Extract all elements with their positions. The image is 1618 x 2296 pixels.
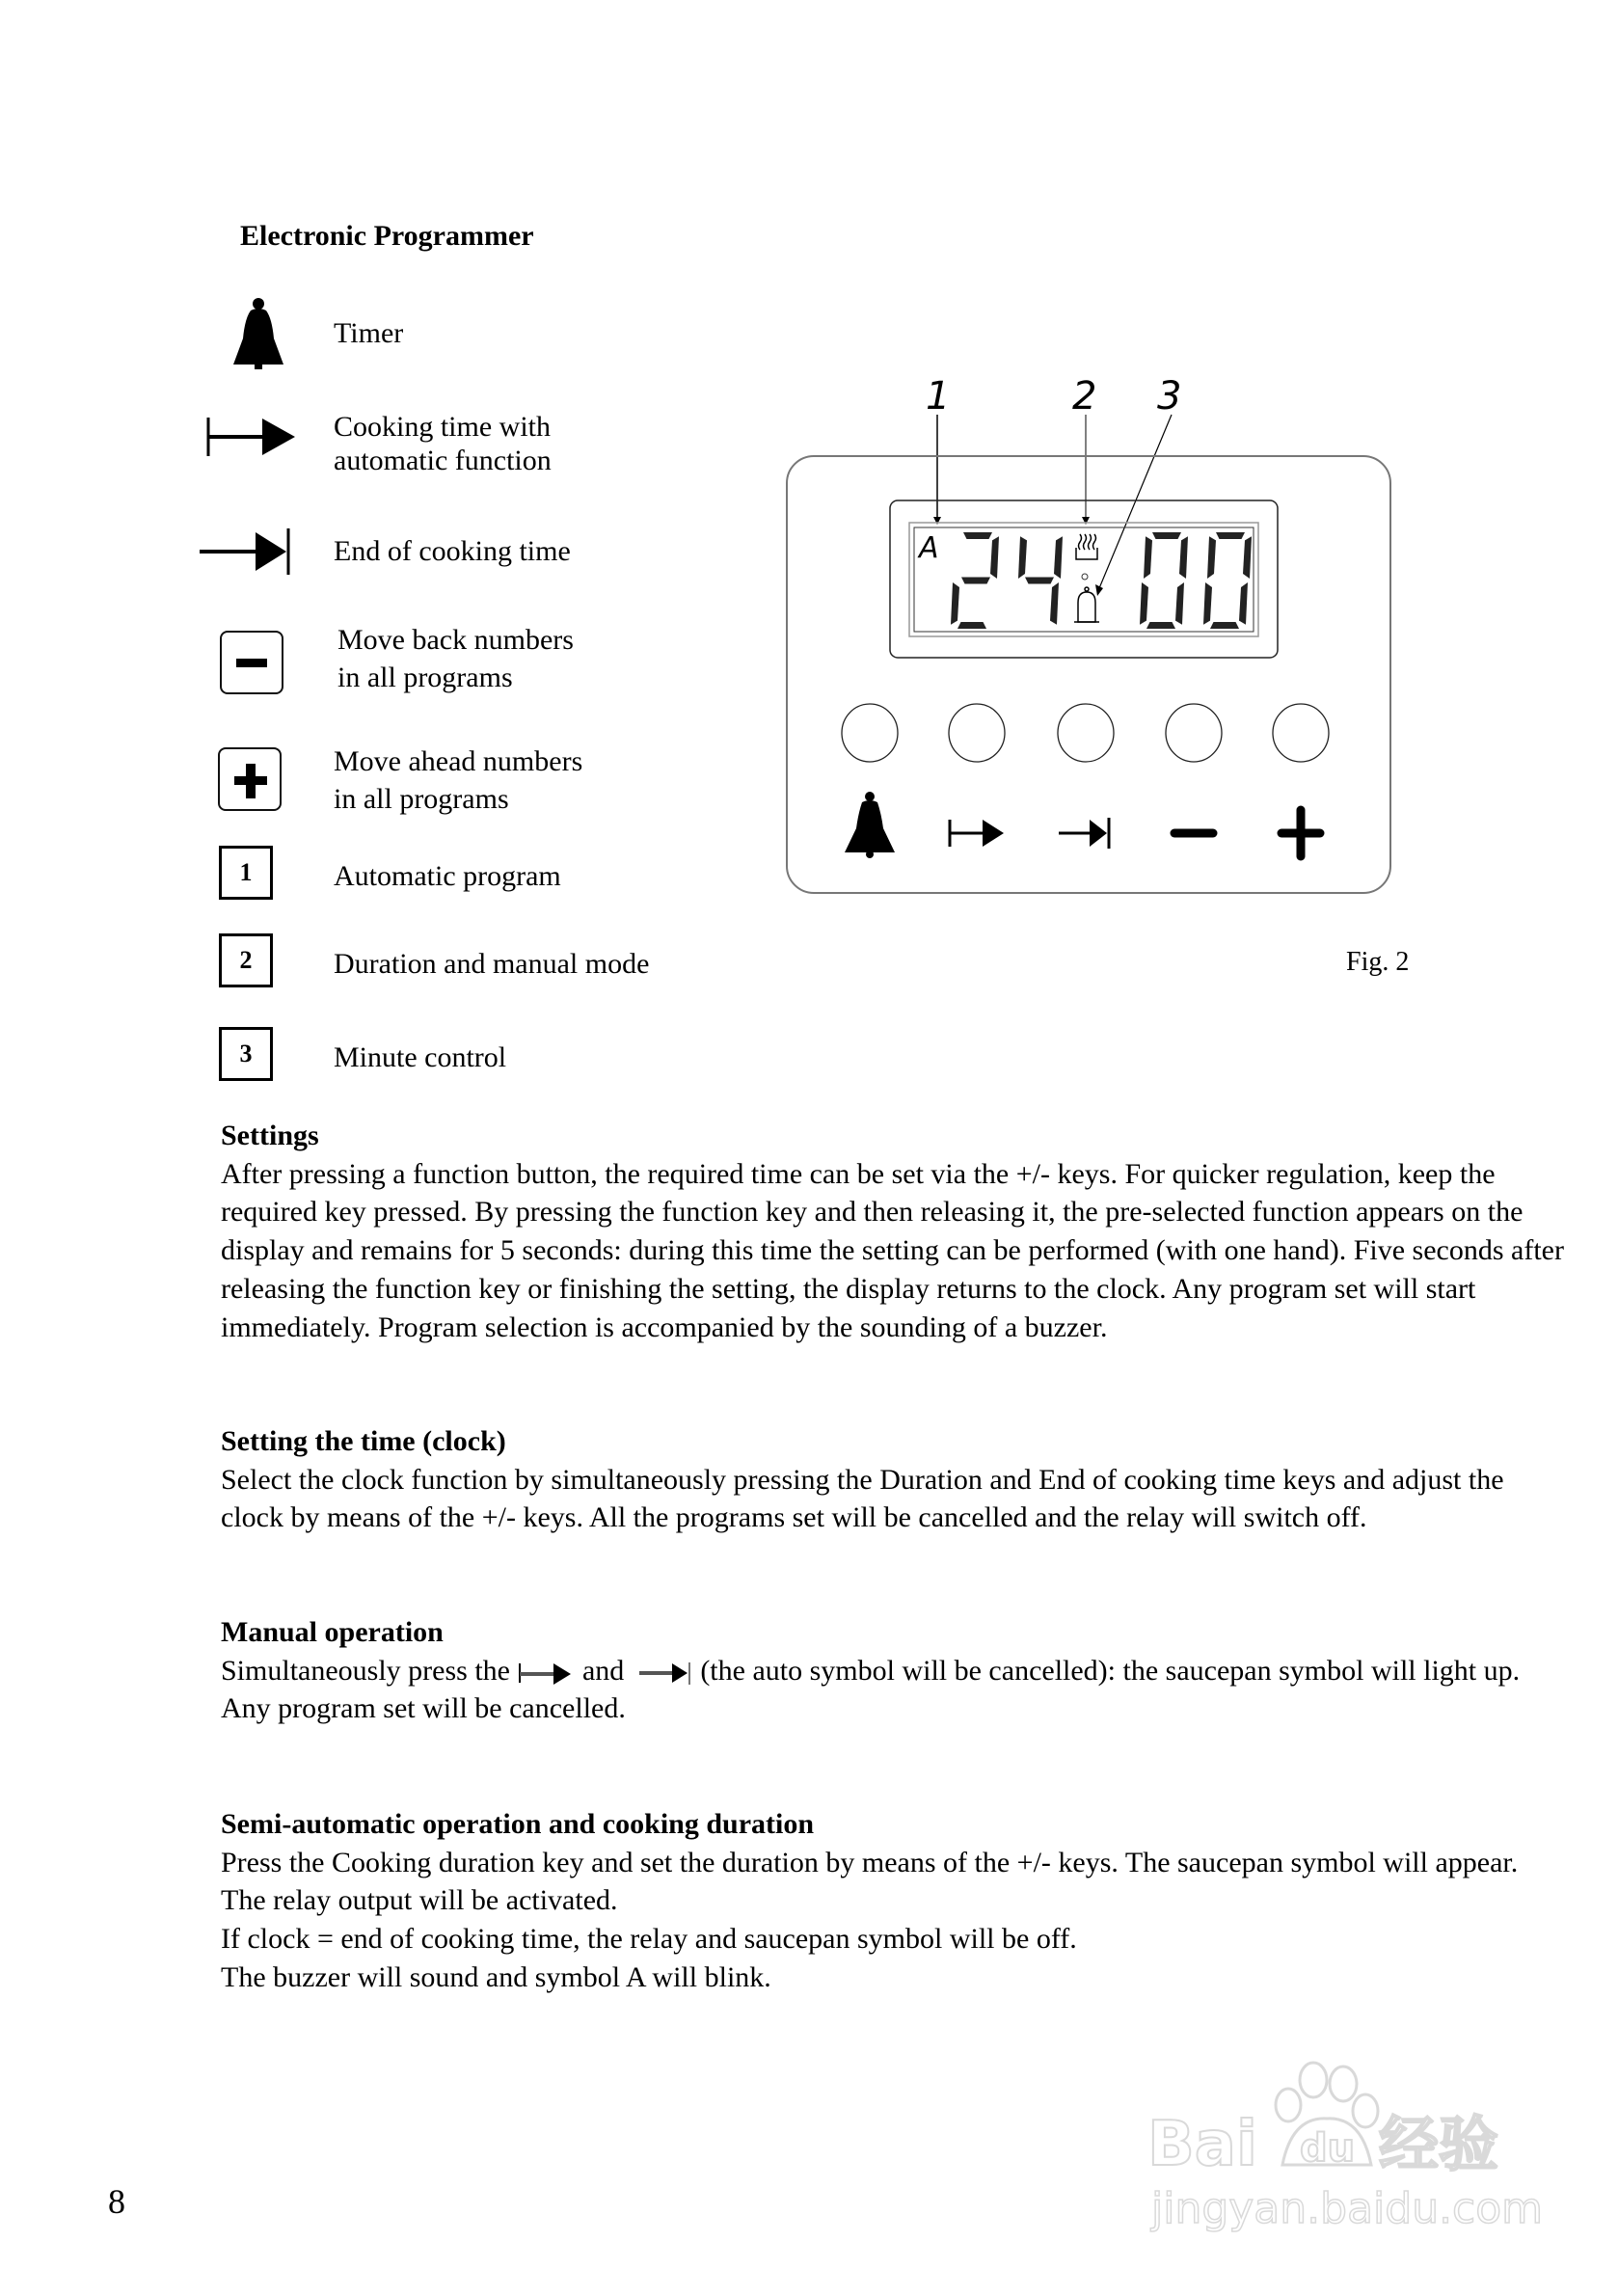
- leader-line-3: [1099, 415, 1172, 588]
- bell-icon: [845, 792, 895, 858]
- lcd-digit-3: [1203, 532, 1252, 629]
- lcd-colon-dot: [1082, 574, 1088, 580]
- legend-label-cooking-time-1: Cooking time with: [334, 411, 551, 443]
- section-title: Settings: [221, 1120, 319, 1151]
- end-cooking-arrow-icon: [632, 1660, 693, 1687]
- number-box-2: 2: [219, 933, 273, 987]
- panel-buttons: [842, 704, 1329, 858]
- end-cooking-arrow-icon: [198, 527, 294, 577]
- legend-label-minus-1: Move back numbers: [337, 624, 574, 656]
- callout-3: 3: [1157, 374, 1182, 419]
- manual-text-a: Simultaneously press the: [221, 1654, 510, 1687]
- minus-key-icon: [220, 631, 283, 694]
- section-paragraph: The buzzer will sound and symbol A will blink.: [221, 1960, 771, 1993]
- lcd-segment: [990, 536, 999, 579]
- section-title: Setting the time (clock): [221, 1425, 506, 1457]
- lcd-segment: [1018, 536, 1027, 579]
- section-semi-automatic: [221, 1805, 1571, 1997]
- legend-label-plus-1: Move ahead numbers: [334, 745, 583, 777]
- lcd-segment: [1216, 532, 1245, 539]
- legend-label-minute-control: Minute control: [334, 1041, 507, 1073]
- legend-label-cooking-time-2: automatic function: [334, 445, 552, 476]
- manual-text-c: (the auto symbol will be cancelled): the saucepan symbol will light up.: [700, 1654, 1521, 1687]
- number-box-3: 3: [219, 1027, 273, 1081]
- section-paragraph: Any program set will be cancelled.: [221, 1692, 626, 1725]
- legend-label-duration-manual: Duration and manual mode: [334, 948, 650, 980]
- lcd-digit-2: [1140, 532, 1188, 629]
- panel-button-4[interactable]: [1166, 704, 1222, 762]
- lcd-segment: [951, 582, 959, 625]
- watermark-du: du: [1300, 2126, 1356, 2171]
- lcd-digit-0: [951, 532, 999, 629]
- section-settings: [221, 1117, 1571, 1346]
- panel-button-1[interactable]: [842, 704, 898, 762]
- watermark-cjk: 经验: [1379, 2109, 1499, 2179]
- plus-icon: [1281, 810, 1320, 856]
- lcd-digits: [951, 532, 1252, 629]
- saucepan-icon: [1076, 534, 1097, 559]
- lcd-segment: [963, 532, 992, 539]
- lcd-segment: [1207, 536, 1216, 579]
- baidu-watermark: [1147, 2059, 1552, 2252]
- lcd-segment: [1203, 582, 1212, 625]
- section-setting-time: [221, 1422, 1571, 1537]
- section-paragraph: Select the clock function by simultaneously pressing the Duration and End of cooking time keys and adjust the clock by means of the +/- keys. All the programs set will be cancelled and the relay will switch off.: [221, 1463, 1504, 1534]
- panel-button-3[interactable]: [1058, 704, 1114, 762]
- legend-label-timer: Timer: [334, 317, 404, 349]
- section-title: Manual operation: [221, 1616, 444, 1648]
- lcd-auto-symbol: A: [919, 531, 939, 565]
- lcd-segment: [1175, 582, 1184, 625]
- lcd-segment: [1179, 536, 1188, 579]
- lcd-segment: [1152, 532, 1181, 539]
- bell-icon: [229, 295, 287, 372]
- legend-label-end-cooking: End of cooking time: [334, 535, 571, 567]
- panel-button-2[interactable]: [949, 704, 1005, 762]
- lcd-digit-1: [1018, 536, 1063, 625]
- panel-button-5[interactable]: [1273, 704, 1329, 762]
- section-paragraph: The relay output will be activated.: [221, 1884, 618, 1917]
- cooking-time-arrow-icon: [950, 820, 1004, 847]
- section-title: Semi-automatic operation and cooking duration: [221, 1808, 815, 1840]
- cooking-time-arrow-icon: [204, 413, 301, 461]
- section-manual-operation: [221, 1613, 1571, 1728]
- legend-label-automatic-program: Automatic program: [334, 860, 561, 892]
- lcd-segment: [1050, 582, 1059, 625]
- lcd-segment: [1144, 536, 1152, 579]
- plus-key-icon: [218, 747, 282, 811]
- section-paragraph: Press the Cooking duration key and set the duration by means of the +/- keys. The saucepan symbol will appear.: [221, 1846, 1519, 1878]
- page-number: 8: [108, 2182, 125, 2221]
- legend-label-plus-2: in all programs: [334, 783, 509, 815]
- number-box-1: 1: [219, 846, 273, 900]
- legend-label-minus-2: in all programs: [337, 662, 513, 693]
- lcd-segment: [1025, 578, 1054, 584]
- watermark-brand: Bai: [1147, 2109, 1257, 2180]
- section-paragraph: [221, 1652, 1571, 1690]
- lcd-segment: [957, 622, 986, 629]
- cooking-time-arrow-icon: [517, 1660, 575, 1687]
- bell-outline-icon: [1074, 587, 1099, 622]
- lcd-segment: [1054, 536, 1063, 579]
- end-cooking-arrow-icon: [1059, 818, 1109, 849]
- control-panel-drawing: [771, 405, 1408, 906]
- callout-2: 2: [1072, 374, 1097, 419]
- watermark-url: jingyan.baidu.com: [1151, 2184, 1544, 2233]
- section-paragraph: After pressing a function button, the required time can be set via the +/- keys. For quicker regulation, keep the required key pressed. By pressing the function key and then releasing it, the pre-selected function appears on the display and remains for 5 seconds: during this time the setting can be performed (with one hand). Five seconds after releasing the function key or finishing the setting, the display returns to the clock. Any program set will start immediately. Program selection is accompanied by the sounding of a buzzer.: [221, 1157, 1564, 1343]
- lcd-segment: [1243, 536, 1252, 579]
- lcd-segment: [1140, 582, 1148, 625]
- lcd-segment: [1146, 622, 1175, 629]
- lcd-segment: [961, 578, 990, 584]
- manual-text-b: and: [581, 1654, 625, 1687]
- lcd-segment: [1210, 622, 1239, 629]
- callout-1: 1: [926, 374, 951, 419]
- figure-caption: Fig. 2: [1346, 947, 1410, 977]
- section-paragraph: If clock = end of cooking time, the relay and saucepan symbol will be off.: [221, 1923, 1077, 1956]
- page-heading: Electronic Programmer: [240, 220, 534, 252]
- lcd-segment: [1239, 582, 1248, 625]
